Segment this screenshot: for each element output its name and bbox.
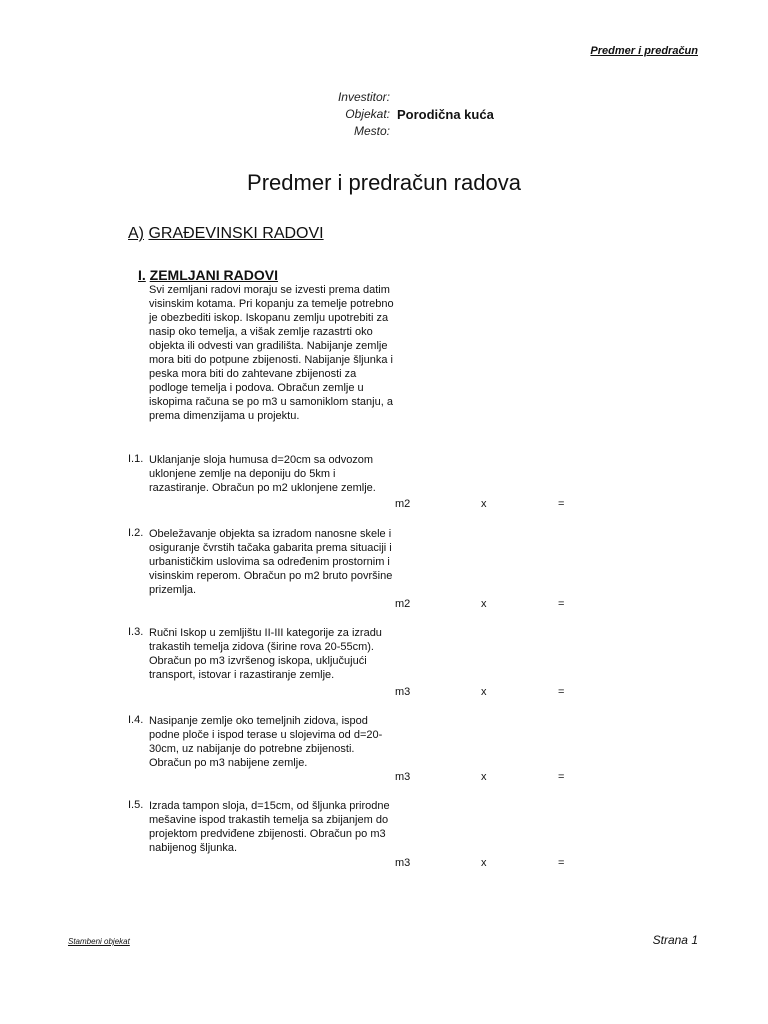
section-a-name: GRAĐEVINSKI RADOVI (148, 225, 324, 242)
section-intro-text: Svi zemljani radovi moraju se izvesti prema datim visinskim kotama. Pri kopanju za temelje potrebno je obezbediti iskop. Iskopanu zemlju upotrebiti za nasip oko temelja, a višak zemlje razastrti oko objekta ili odvesti van gradilišta. Nabijanje zemlje mora biti do potpune zbijenosti. Nabijanje šljunka i peska mora biti do zahtevane zbijenosti za podloge temelja i podova. Obračun zemlje u iskopima računa se po m3 u samoniklom stanju, a prema dimenzijama u projektu. (149, 284, 394, 422)
section-i-heading (138, 267, 278, 283)
item-description: Izrada tampon sloja, d=15cm, od šljunka prirodne mešavine ispod trakastih temelja sa zbijanjem do projektom predviđene zbijenosti. Obračun po m3 nabijenog šljunka. (149, 800, 390, 854)
objekat-label: Objekat: (345, 107, 390, 121)
item-number: I.2. (128, 527, 144, 539)
item-unit: m2 (395, 598, 411, 610)
item-unit: m3 (395, 857, 411, 869)
item-unit: m3 (395, 686, 411, 698)
item-unit: m2 (395, 498, 411, 510)
item-quantity-mark: x (481, 686, 487, 698)
item-description: Nasipanje zemlje oko temeljnih zidova, ispod podne ploče i ispod terase u slojevima od d=20-30cm, uz nabijanje do potrebne zbijenosti. Obračun po m3 nabijene zemlje. (149, 715, 383, 769)
page-number: Strana 1 (652, 933, 698, 947)
item-quantity-mark: x (481, 771, 487, 783)
section-a-letter: A) (128, 225, 144, 242)
item-number: I.3. (128, 626, 144, 638)
running-header: Predmer i predračun (590, 45, 698, 57)
item-quantity-mark: x (481, 498, 487, 510)
footer-project-name: Stambeni objekat (68, 937, 130, 946)
mesto-label: Mesto: (353, 124, 390, 138)
investitor-label: Investitor: (337, 90, 390, 104)
item-description: Uklanjanje sloja humusa d=20cm sa odvozom uklonjene zemlje na deponiju do 5km i razastiranje. Obračun po m2 uklonjene zemlje. (149, 454, 376, 494)
item-description: Obeležavanje objekta sa izradom nanosne skele i osiguranje čvrstih tačaka gabarita prema situaciji i urbanističkim uslovima sa određenim prostornim i visinskim reperom. Obračun po m2 bruto površine prizemlja. (149, 528, 393, 596)
item-description: Ručni Iskop u zemljištu II-III kategorije za izradu trakastih temelja zidova (širine rova 20-55cm). Obračun po m3 izvršenog iskopa, uključujući transport, istovar i razastiranje zemlje. (149, 627, 382, 681)
objekat-value: Porodična kuća (397, 107, 494, 122)
item-number: I.4. (128, 714, 144, 726)
section-i-name: ZEMLJANI RADOVI (149, 267, 279, 283)
section-a-heading (128, 225, 324, 243)
item-total-mark: = (558, 857, 565, 869)
section-i-roman: I. (138, 267, 146, 283)
item-unit: m3 (395, 771, 411, 783)
item-total-mark: = (558, 498, 565, 510)
page-title: Predmer i predračun radova (247, 170, 521, 195)
item-quantity-mark: x (481, 598, 487, 610)
item-quantity-mark: x (481, 857, 487, 869)
item-total-mark: = (558, 771, 565, 783)
item-total-mark: = (558, 686, 565, 698)
item-number: I.1. (128, 453, 144, 465)
item-total-mark: = (558, 598, 565, 610)
item-number: I.5. (128, 799, 144, 811)
